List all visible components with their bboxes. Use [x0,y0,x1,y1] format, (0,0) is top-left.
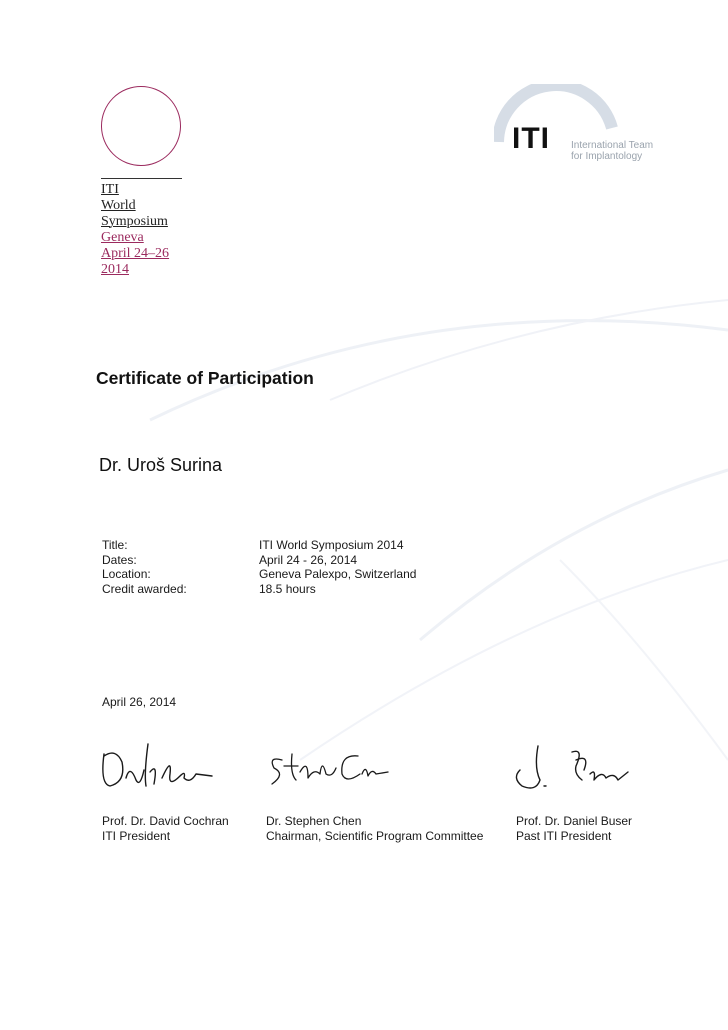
symposium-year: 2014 [101,262,129,277]
signatory-role: ITI President [102,829,171,843]
symposium-logo-text [101,182,169,278]
detail-value: ITI World Symposium 2014 [259,538,404,552]
iti-brand-logo [494,84,674,174]
signatory-buser [516,814,632,844]
issue-date: April 26, 2014 [102,695,177,709]
detail-label: Location: [102,567,151,581]
signatory-cochran [102,814,229,844]
symposium-city: Geneva [101,230,144,245]
detail-row-title [102,538,502,553]
signature-cochran [96,734,226,794]
symposium-circle-mark [101,86,181,166]
signatory-role: Past ITI President [516,829,612,843]
detail-row-credit [102,582,502,597]
symposium-dates: April 24–26 [101,246,170,261]
symposium-line-2: World [101,198,136,213]
detail-label: Title: [102,538,128,552]
iti-wordmark: ITI [512,122,550,155]
symposium-line-1: ITI [101,182,119,197]
signatory-name: Prof. Dr. David Cochran [102,814,229,828]
iti-tagline-line-1: International Team [571,140,654,151]
certificate-title: Certificate of Participation [96,368,314,388]
recipient-name: Dr. Uroš Surina [99,455,223,475]
signatory-chen [266,814,483,844]
iti-tagline [571,140,653,162]
signatory-role: Chairman, Scientific Program Committee [266,829,484,843]
detail-label: Credit awarded: [102,581,187,596]
event-details [102,538,502,596]
signature-buser [510,738,640,798]
symposium-logo-divider [101,178,182,179]
signatory-name: Dr. Stephen Chen [266,814,362,828]
detail-value: 18.5 hours [259,581,316,596]
symposium-line-3: Symposium [101,214,168,229]
detail-row-location [102,567,502,582]
signatory-name: Prof. Dr. Daniel Buser [516,814,633,828]
iti-tagline-line-2: for Implantology [571,151,643,162]
detail-value: April 24 - 26, 2014 [259,552,358,567]
signature-chen [264,744,394,794]
detail-value: Geneva Palexpo, Switzerland [259,567,417,581]
detail-label: Dates: [102,552,137,567]
detail-row-dates [102,553,502,568]
